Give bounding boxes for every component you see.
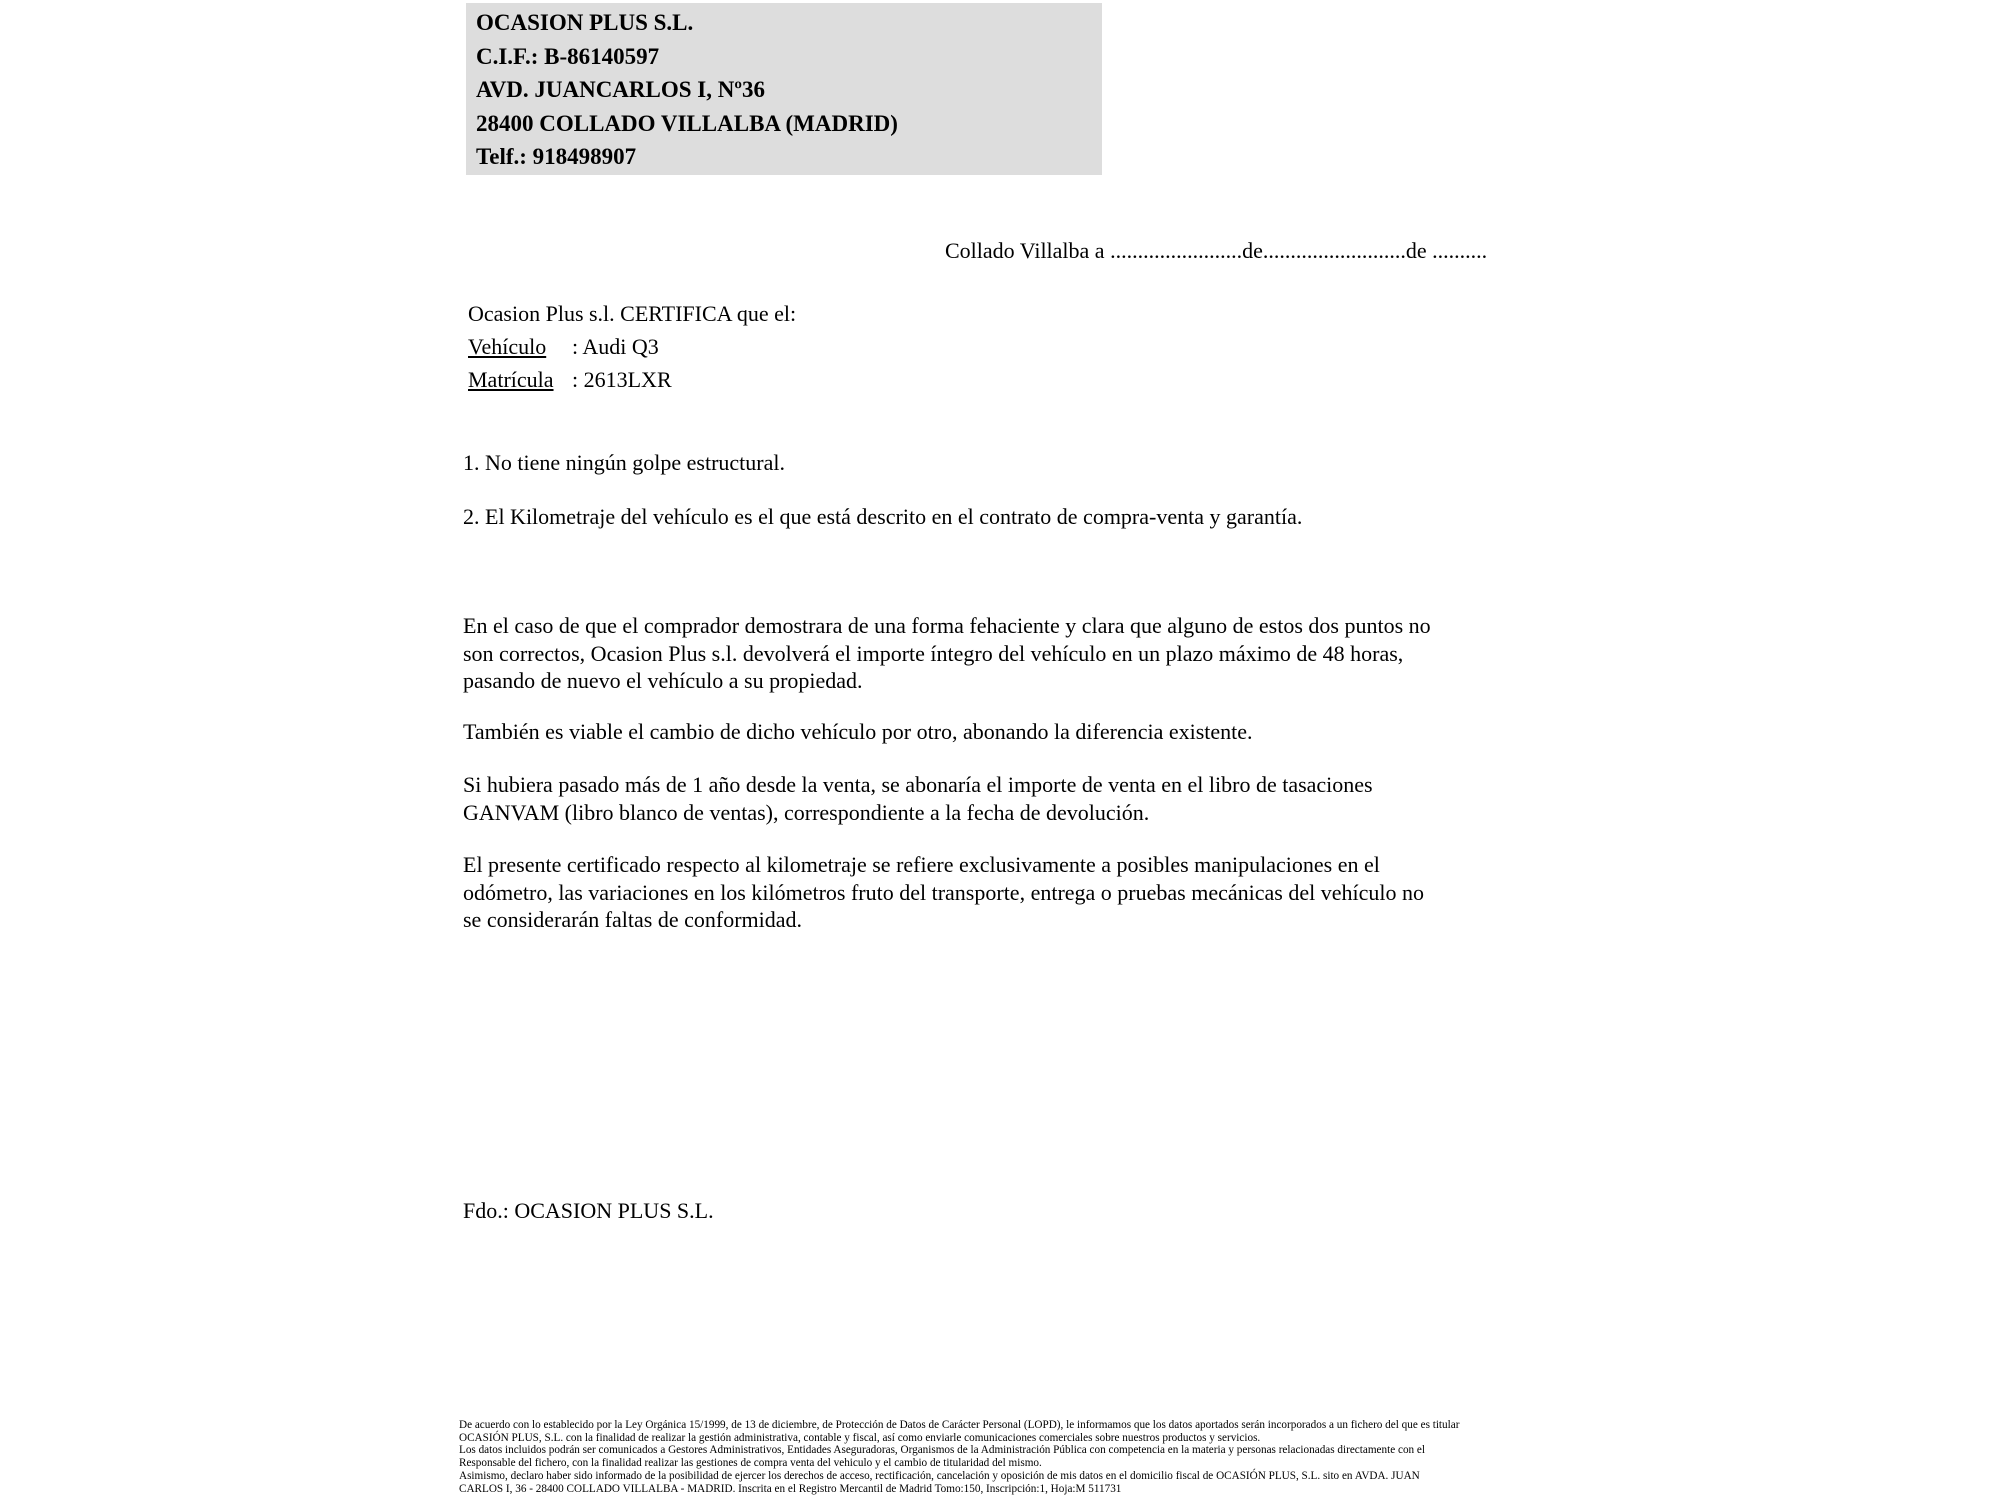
company-address: AVD. JUANCARLOS I, Nº36 — [476, 77, 765, 102]
plate-value: : 2613LXR — [572, 367, 672, 392]
vehicle-label: Vehículo — [468, 334, 547, 359]
legal-footer-line: Asimismo, declaro haber sido informado de la posibilidad de ejercer los derechos de acceso, rectificación, cancelación y oposición de mis datos en el domicilio fiscal de OCASIÓN PLUS, S.L. sito en AVDA. JUAN — [459, 1469, 1420, 1482]
paragraph-line: Si hubiera pasado más de 1 año desde la venta, se abonaría el importe de venta en el libro de tasaciones — [463, 772, 1373, 797]
paragraph-line: odómetro, las variaciones en los kilómetros fruto del transporte, entrega o pruebas mecánicas del vehículo no — [463, 879, 1424, 905]
legal-footer-line: Los datos incluidos podrán ser comunicados a Gestores Administrativos, Entidades Aseguradoras, Organismos de la Administración Pública con competencia en la materia y personas relacionadas directamente con el — [459, 1444, 1425, 1457]
paragraph-line: También es viable el cambio de dicho vehículo por otro, abonando la diferencia existente. — [463, 719, 1253, 744]
company-city: 28400 COLLADO VILLALBA (MADRID) — [476, 110, 898, 136]
legal-footer — [459, 1419, 1459, 1495]
point-structural: 1. No tiene ningún golpe estructural. — [463, 450, 785, 475]
paragraph-line: GANVAM (libro blanco de ventas), correspondiente a la fecha de devolución. — [463, 799, 1150, 825]
legal-footer-line: De acuerdo con lo establecido por la Ley Orgánica 15/1999, de 13 de diciembre, de Protección de Datos de Carácter Personal (LOPD), le informamos que los datos aportados serán incorporados a un fichero del que es titular — [459, 1419, 1460, 1431]
paragraph-exchange — [463, 718, 1253, 746]
plate-row — [468, 363, 796, 396]
paragraph-odometer — [463, 851, 1424, 934]
certify-block — [468, 297, 796, 396]
vehicle-row — [468, 330, 796, 363]
paragraph-refund — [463, 612, 1431, 695]
paragraph-ganvam — [463, 771, 1373, 826]
paragraph-line: En el caso de que el comprador demostrara de una forma fehaciente y clara que alguno de estos dos puntos no — [463, 613, 1431, 638]
company-phone: Telf.: 918498907 — [476, 144, 637, 169]
vehicle-value: : Audi Q3 — [572, 334, 659, 359]
paragraph-line: son correctos, Ocasion Plus s.l. devolverá el importe íntegro del vehículo en un plazo máximo de 48 horas, — [463, 640, 1404, 666]
company-name: OCASION PLUS S.L. — [476, 10, 694, 35]
company-header-block — [466, 3, 1102, 175]
point-mileage: 2. El Kilometraje del vehículo es el que está descrito en el contrato de compra-venta y garantía. — [463, 504, 1303, 529]
paragraph-line: se considerarán faltas de conformidad. — [463, 907, 803, 932]
company-cif: C.I.F.: B-86140597 — [476, 43, 660, 69]
legal-footer-line: Responsable del fichero, con la finalidad realizar las gestiones de compra venta del vehiculo y el cambio de titularidad del mismo. — [459, 1457, 1042, 1470]
paragraph-line: pasando de nuevo el vehículo a su propiedad. — [463, 668, 863, 693]
date-line: Collado Villalba a ........................de..........................de .......... — [945, 238, 1488, 263]
plate-label: Matrícula — [468, 367, 554, 392]
paragraph-line: El presente certificado respecto al kilometraje se refiere exclusivamente a posibles manipulaciones en el — [463, 852, 1380, 877]
signature-line: Fdo.: OCASION PLUS S.L. — [463, 1198, 714, 1223]
certify-intro: Ocasion Plus s.l. CERTIFICA que el: — [468, 301, 797, 326]
legal-footer-line: CARLOS I, 36 - 28400 COLLADO VILLALBA - MADRID. Inscrita en el Registro Mercantil de Madrid Tomo:150, Inscripción:1, Hoja:M 511731 — [459, 1482, 1122, 1495]
legal-footer-line: OCASIÓN PLUS, S.L. con la finalidad de realizar la gestión administrativa, contable y fiscal, así como enviarle comunicaciones comerciales sobre nuestros productos y servicios. — [459, 1431, 1261, 1444]
